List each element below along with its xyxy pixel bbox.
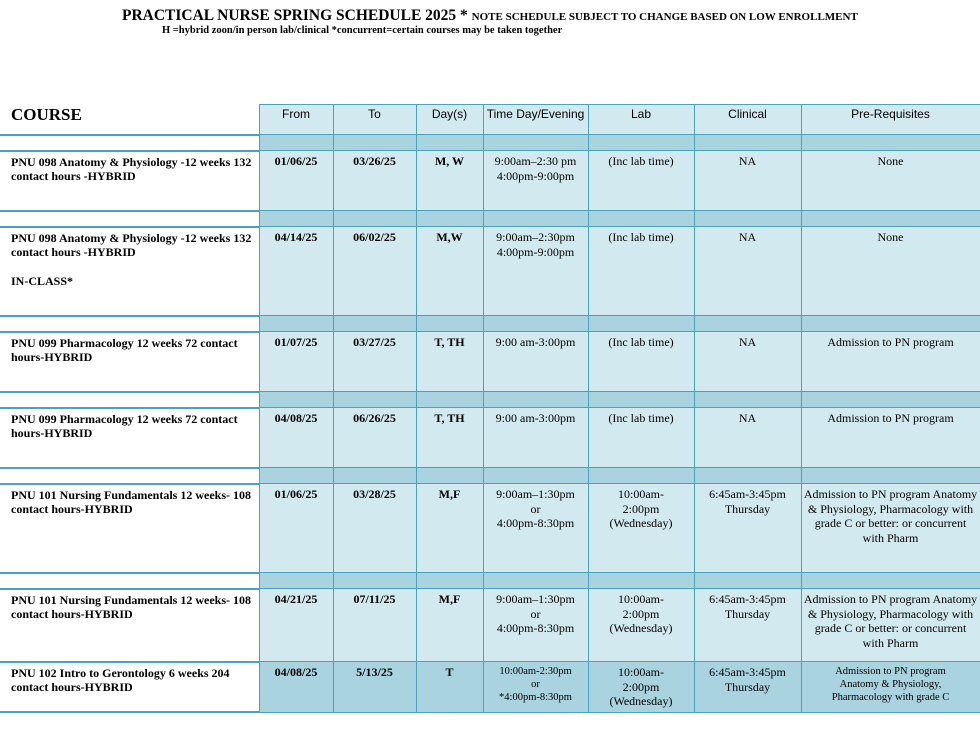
days-cell: M, W <box>416 151 483 211</box>
lab-cell: (Inc lab time) <box>588 227 694 316</box>
spacer-cell <box>259 135 333 151</box>
spacer-cell <box>416 316 483 332</box>
from-cell: 04/14/25 <box>259 227 333 316</box>
from-cell: 04/08/25 <box>259 662 333 713</box>
prereq-cell: Admission to PN program <box>801 408 980 468</box>
prereq-cell: None <box>801 227 980 316</box>
time-cell: 9:00am–1:30pm or 4:00pm-8:30pm <box>483 484 588 573</box>
header-row <box>0 105 980 135</box>
prereq-cell: Admission to PN program Anatomy & Physiology, Pharmacology with grade C <box>801 662 980 713</box>
time-cell: 9:00 am-3:00pm <box>483 332 588 392</box>
spacer-row <box>0 211 980 227</box>
from-cell: 04/21/25 <box>259 589 333 662</box>
table-row <box>0 589 980 662</box>
course-cell: PNU 101 Nursing Fundamentals 12 weeks- 108 contact hours-HYBRID <box>0 484 259 573</box>
spacer-cell <box>694 316 801 332</box>
header-to: To <box>333 105 416 135</box>
header-clinical: Clinical <box>694 105 801 135</box>
time-cell: 10:00am-2:30pm or *4:00pm-8:30pm <box>483 662 588 713</box>
spacer-cell <box>483 135 588 151</box>
spacer-cell <box>588 316 694 332</box>
spacer-cell <box>416 211 483 227</box>
table-row <box>0 484 980 573</box>
header-prereq: Pre-Requisites <box>801 105 980 135</box>
time-cell: 9:00am–1:30pm or 4:00pm-8:30pm <box>483 589 588 662</box>
spacer-cell <box>483 316 588 332</box>
prereq-cell: Admission to PN program <box>801 332 980 392</box>
spacer-cell <box>694 573 801 589</box>
lab-cell: 10:00am- 2:00pm (Wednesday) <box>588 484 694 573</box>
spacer-cell <box>333 211 416 227</box>
clinical-cell: 6:45am-3:45pm Thursday <box>694 662 801 713</box>
lab-cell: (Inc lab time) <box>588 151 694 211</box>
spacer-cell <box>0 135 259 151</box>
spacer-cell <box>588 135 694 151</box>
prereq-cell: Admission to PN program Anatomy & Physiology, Pharmacology with grade C or better: or concurrent with Pharm <box>801 484 980 573</box>
spacer-cell <box>801 135 980 151</box>
course-cell: PNU 098 Anatomy & Physiology -12 weeks 132 contact hours -HYBRID IN-CLASS* <box>0 227 259 316</box>
spacer-row <box>0 316 980 332</box>
from-cell: 01/06/25 <box>259 151 333 211</box>
time-cell: 9:00 am-3:00pm <box>483 408 588 468</box>
spacer-cell <box>801 392 980 408</box>
header-course: COURSE <box>0 105 259 135</box>
header-time: Time Day/Evening <box>483 105 588 135</box>
spacer-cell <box>259 211 333 227</box>
days-cell: T, TH <box>416 408 483 468</box>
spacer-cell <box>588 573 694 589</box>
clinical-cell: NA <box>694 408 801 468</box>
days-cell: M,W <box>416 227 483 316</box>
spacer-cell <box>694 468 801 484</box>
spacer-cell <box>259 316 333 332</box>
spacer-cell <box>416 573 483 589</box>
time-cell: 9:00am–2:30pm 4:00pm-9:00pm <box>483 227 588 316</box>
spacer-cell <box>801 316 980 332</box>
spacer-cell <box>0 211 259 227</box>
clinical-cell: NA <box>694 151 801 211</box>
to-cell: 07/11/25 <box>333 589 416 662</box>
spacer-cell <box>0 573 259 589</box>
spacer-cell <box>0 468 259 484</box>
lab-cell: 10:00am- 2:00pm (Wednesday) <box>588 589 694 662</box>
spacer-cell <box>333 316 416 332</box>
table-row <box>0 332 980 392</box>
spacer-cell <box>483 392 588 408</box>
spacer-cell <box>333 392 416 408</box>
clinical-cell: NA <box>694 227 801 316</box>
spacer-cell <box>588 468 694 484</box>
spacer-cell <box>694 392 801 408</box>
clinical-cell: 6:45am-3:45pm Thursday <box>694 589 801 662</box>
spacer-row <box>0 135 980 151</box>
spacer-cell <box>259 468 333 484</box>
spacer-cell <box>0 316 259 332</box>
spacer-row <box>0 392 980 408</box>
spacer-row <box>0 468 980 484</box>
from-cell: 04/08/25 <box>259 408 333 468</box>
course-cell: PNU 099 Pharmacology 12 weeks 72 contact hours-HYBRID <box>0 408 259 468</box>
subtitle: H =hybrid zoon/in person lab/clinical *concurrent=certain courses may be taken together <box>162 25 563 36</box>
spacer-cell <box>694 211 801 227</box>
spacer-cell <box>801 211 980 227</box>
from-cell: 01/07/25 <box>259 332 333 392</box>
days-cell: M,F <box>416 589 483 662</box>
title-text: PRACTICAL NURSE SPRING SCHEDULE 2025 * <box>122 7 468 24</box>
header-from: From <box>259 105 333 135</box>
header-lab: Lab <box>588 105 694 135</box>
spacer-row <box>0 573 980 589</box>
clinical-cell: 6:45am-3:45pm Thursday <box>694 484 801 573</box>
spacer-cell <box>416 468 483 484</box>
prereq-cell: None <box>801 151 980 211</box>
title-note: NOTE SCHEDULE SUBJECT TO CHANGE BASED ON LOW ENROLLMENT <box>471 11 858 23</box>
course-cell: PNU 098 Anatomy & Physiology -12 weeks 132 contact hours -HYBRID <box>0 151 259 211</box>
header-days: Day(s) <box>416 105 483 135</box>
prereq-cell: Admission to PN program Anatomy & Physiology, Pharmacology with grade C or better: or concurrent with Pharm <box>801 589 980 662</box>
spacer-cell <box>259 573 333 589</box>
table-row <box>0 227 980 316</box>
to-cell: 03/28/25 <box>333 484 416 573</box>
lab-cell: (Inc lab time) <box>588 332 694 392</box>
days-cell: M,F <box>416 484 483 573</box>
spacer-cell <box>588 392 694 408</box>
to-cell: 03/27/25 <box>333 332 416 392</box>
course-cell: PNU 102 Intro to Gerontology 6 weeks 204 contact hours-HYBRID <box>0 662 259 713</box>
to-cell: 06/02/25 <box>333 227 416 316</box>
days-cell: T, TH <box>416 332 483 392</box>
spacer-cell <box>801 573 980 589</box>
spacer-cell <box>333 135 416 151</box>
course-cell: PNU 101 Nursing Fundamentals 12 weeks- 108 contact hours-HYBRID <box>0 589 259 662</box>
to-cell: 06/26/25 <box>333 408 416 468</box>
spacer-cell <box>483 211 588 227</box>
lab-cell: (Inc lab time) <box>588 408 694 468</box>
spacer-cell <box>333 573 416 589</box>
spacer-cell <box>801 468 980 484</box>
table-row <box>0 408 980 468</box>
spacer-cell <box>588 211 694 227</box>
to-cell: 03/26/25 <box>333 151 416 211</box>
spacer-cell <box>333 468 416 484</box>
table-row <box>0 662 980 713</box>
clinical-cell: NA <box>694 332 801 392</box>
spacer-cell <box>694 135 801 151</box>
lab-cell: 10:00am- 2:00pm (Wednesday) <box>588 662 694 713</box>
spacer-cell <box>416 135 483 151</box>
days-cell: T <box>416 662 483 713</box>
page-title <box>122 7 858 25</box>
spacer-cell <box>483 573 588 589</box>
spacer-cell <box>483 468 588 484</box>
course-cell: PNU 099 Pharmacology 12 weeks 72 contact hours-HYBRID <box>0 332 259 392</box>
from-cell: 01/06/25 <box>259 484 333 573</box>
spacer-cell <box>0 392 259 408</box>
spacer-cell <box>416 392 483 408</box>
spacer-cell <box>259 392 333 408</box>
table-row <box>0 151 980 211</box>
time-cell: 9:00am–2:30 pm 4:00pm-9:00pm <box>483 151 588 211</box>
to-cell: 5/13/25 <box>333 662 416 713</box>
schedule-table <box>0 104 980 713</box>
